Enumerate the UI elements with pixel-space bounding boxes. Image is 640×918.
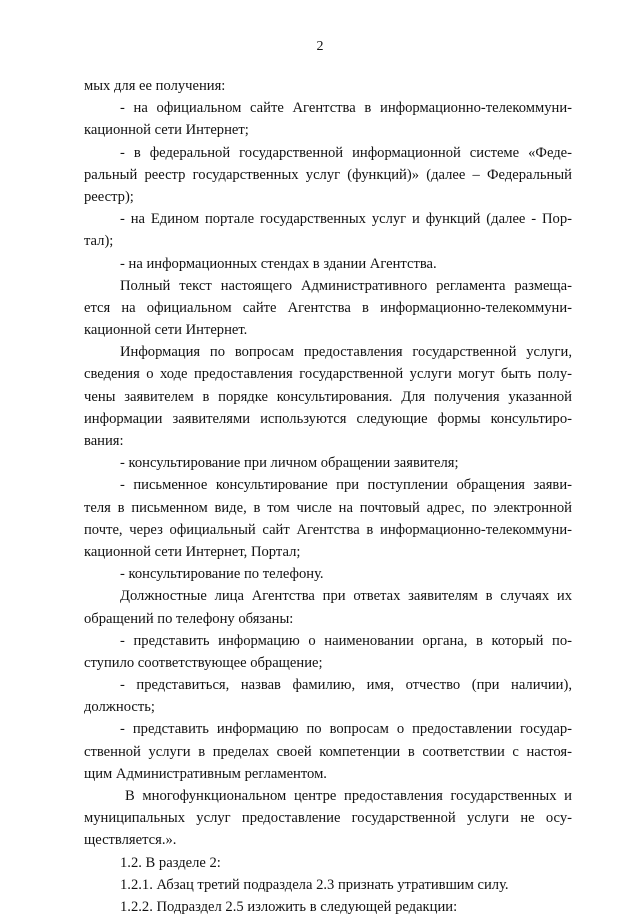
text-line: кационной сети Интернет.: [84, 322, 248, 339]
text-line: Полный текст настоящего Административного регламента размеща-: [120, 277, 572, 294]
text-line: информации заявителями используются следующие формы консультиро-: [84, 410, 572, 427]
text-line: муниципальных услуг предоставление государственной услуги не осу-: [84, 810, 572, 827]
text-line: почте, через официальный сайт Агентства в информационно-телекоммуни-: [84, 521, 572, 538]
text-line: ступило соответствующее обращение;: [84, 654, 323, 671]
text-line: - на информационных стендах в здании Агентства.: [120, 255, 437, 272]
text-line: ется на официальном сайте Агентства в информационно-телекоммуни-: [84, 299, 572, 316]
text-line: мых для ее получения:: [84, 78, 226, 94]
text-line: - представиться, назвав фамилию, имя, отчество (при наличии),: [120, 677, 572, 694]
text-line: - на Едином портале государственных услуг и функций (далее - Пор-: [120, 211, 572, 228]
text-line: ральный реестр государственных услуг (функций)» (далее – Федеральный: [84, 166, 572, 183]
text-line: щим Административным регламентом.: [84, 765, 327, 782]
text-line: кационной сети Интернет;: [84, 122, 249, 139]
page-number: 2: [316, 39, 324, 54]
text-line: Должностные лица Агентства при ответах заявителям в случаях их: [120, 588, 572, 605]
text-line: должность;: [84, 699, 155, 716]
text-line: ственной услуги в пределах своей компетенции в соответствии с настоя-: [84, 743, 572, 760]
text-line: обращений по телефону обязаны:: [84, 610, 294, 627]
text-line: - письменное консультирование при поступлении обращения заяви-: [120, 477, 572, 494]
text-line: - консультирование при личном обращении заявителя;: [120, 455, 459, 472]
text-line: - в федеральной государственной информационной системе «Феде-: [120, 144, 572, 161]
text-line: - представить информацию о наименовании органа, в который по-: [120, 632, 572, 649]
text-line: 1.2.2. Подраздел 2.5 изложить в следующей редакции:: [120, 898, 458, 915]
text-line: ществляется.».: [84, 832, 177, 849]
text-line: тал);: [84, 233, 114, 250]
text-line: 1.2. В разделе 2:: [120, 854, 221, 871]
text-line: 1.2.1. Абзац третий подраздела 2.3 признать утратившим силу.: [120, 876, 509, 893]
text-line: кационной сети Интернет, Портал;: [84, 543, 301, 560]
text-line: Информация по вопросам предоставления государственной услуги,: [120, 344, 572, 361]
text-line: реестр);: [84, 188, 134, 205]
text-line: - представить информацию по вопросам о предоставлении государ-: [120, 721, 572, 738]
document-body: [84, 75, 572, 918]
text-line: - консультирование по телефону.: [120, 566, 324, 583]
text-line: вания:: [84, 433, 124, 449]
text-line: сведения о ходе предоставления государственной услуги могут быть полу-: [84, 366, 572, 383]
text-line: теля в письменном виде, в том числе на почтовый адрес, по электронной: [84, 499, 572, 516]
text-line: - на официальном сайте Агентства в информационно-телекоммуни-: [120, 100, 572, 117]
text-line: В многофункциональном центре предоставления государственных и: [125, 788, 572, 804]
text-line: чены заявителем в порядке консультирования. Для получения указанной: [84, 388, 572, 405]
